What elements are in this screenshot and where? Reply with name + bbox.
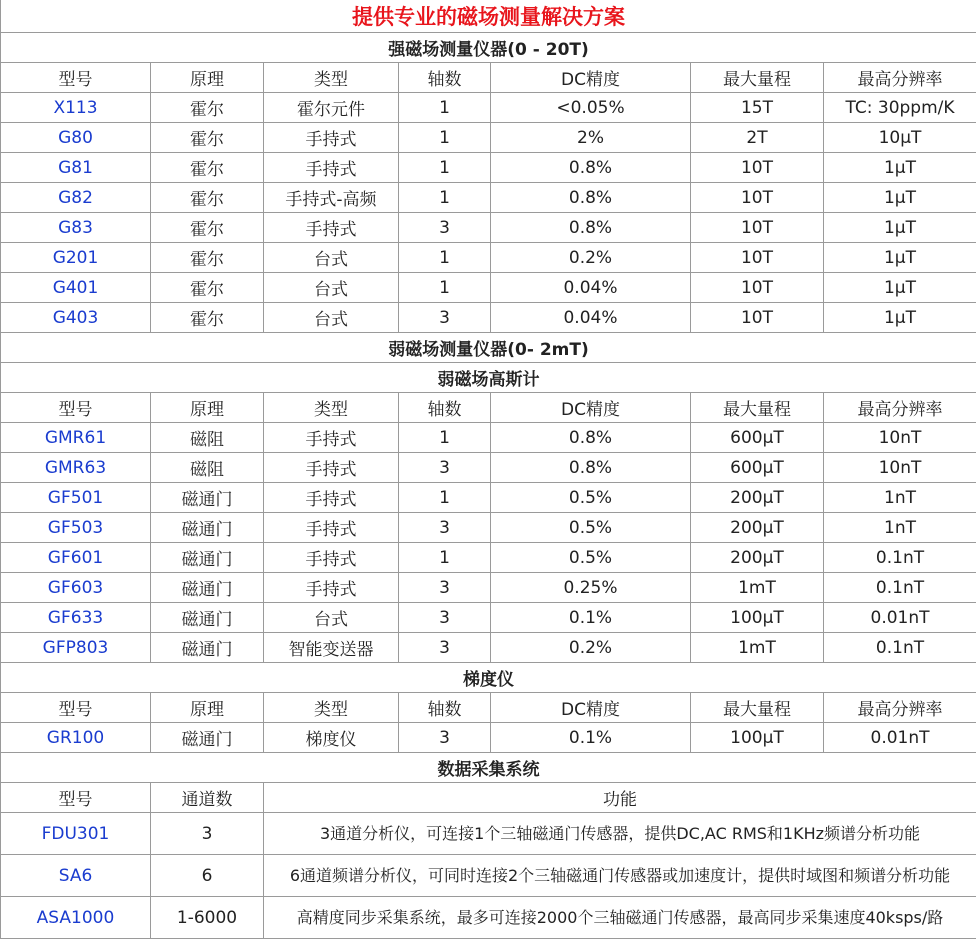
table-cell: 10T <box>691 303 824 333</box>
table-cell: 0.01nT <box>824 723 976 753</box>
table-cell: 磁通门 <box>151 723 264 753</box>
table-cell: 手持式 <box>264 543 399 573</box>
section-title-gradiometer: 梯度仪 <box>1 663 976 693</box>
table-cell: 磁阻 <box>151 453 264 483</box>
model-link[interactable]: G403 <box>1 303 151 333</box>
table-cell: 0.8% <box>491 423 691 453</box>
table-cell: 智能变送器 <box>264 633 399 663</box>
table-cell: TC: 30ppm/K <box>824 93 976 123</box>
table-cell: 3 <box>399 633 491 663</box>
model-link[interactable]: FDU301 <box>1 813 151 855</box>
table-cell: 10T <box>691 183 824 213</box>
table-cell: 手持式 <box>264 573 399 603</box>
table-cell: 0.1% <box>491 723 691 753</box>
table-cell: 霍尔 <box>151 273 264 303</box>
function-description: 6通道频谱分析仪，可同时连接2个三轴磁通门传感器或加速度计，提供时域图和频谱分析功能 <box>264 855 976 897</box>
table-cell: 1mT <box>691 633 824 663</box>
header-row <box>1 693 976 723</box>
model-link[interactable]: GMR63 <box>1 453 151 483</box>
model-link[interactable]: GR100 <box>1 723 151 753</box>
table-cell: 200μT <box>691 483 824 513</box>
table-cell: 霍尔 <box>151 93 264 123</box>
model-link[interactable]: G82 <box>1 183 151 213</box>
table-cell: 1 <box>399 273 491 303</box>
column-header: 原理 <box>151 693 264 723</box>
table-cell: 15T <box>691 93 824 123</box>
column-header: 类型 <box>264 693 399 723</box>
table-row <box>1 213 976 243</box>
column-header: 轴数 <box>399 393 491 423</box>
table-cell: 0.25% <box>491 573 691 603</box>
table-cell: 100μT <box>691 603 824 633</box>
table-row <box>1 483 976 513</box>
column-header: 原理 <box>151 63 264 93</box>
table-row <box>1 453 976 483</box>
table-cell: 1 <box>399 123 491 153</box>
column-header: 最高分辨率 <box>824 63 976 93</box>
column-header: 型号 <box>1 783 151 813</box>
table-row <box>1 303 976 333</box>
table-cell: 手持式 <box>264 513 399 543</box>
column-header: 轴数 <box>399 693 491 723</box>
table-cell: 1 <box>399 153 491 183</box>
model-link[interactable]: G401 <box>1 273 151 303</box>
model-link[interactable]: GF603 <box>1 573 151 603</box>
table-cell: 3 <box>399 513 491 543</box>
table-row <box>1 183 976 213</box>
section-title-weak-field: 弱磁场测量仪器(0- 2mT) <box>1 333 976 363</box>
model-link[interactable]: GF501 <box>1 483 151 513</box>
column-header: DC精度 <box>491 63 691 93</box>
model-link[interactable]: GF503 <box>1 513 151 543</box>
table-cell: 0.8% <box>491 183 691 213</box>
column-header: 型号 <box>1 63 151 93</box>
table-cell: 手持式 <box>264 423 399 453</box>
table-cell: 磁通门 <box>151 603 264 633</box>
table-cell: 手持式-高频 <box>264 183 399 213</box>
table-cell: 600μT <box>691 423 824 453</box>
table-cell: 3 <box>399 453 491 483</box>
table-cell: 台式 <box>264 303 399 333</box>
model-link[interactable]: SA6 <box>1 855 151 897</box>
column-header: 型号 <box>1 393 151 423</box>
daq-row <box>1 855 976 897</box>
table-cell: 1μT <box>824 303 976 333</box>
table-row <box>1 633 976 663</box>
header-row <box>1 393 976 423</box>
table-cell: 手持式 <box>264 483 399 513</box>
table-cell: 0.5% <box>491 483 691 513</box>
table-cell: 10nT <box>824 453 976 483</box>
table-cell: 3 <box>399 213 491 243</box>
header-row <box>1 63 976 93</box>
table-cell: 台式 <box>264 603 399 633</box>
table-cell: 1μT <box>824 273 976 303</box>
column-header: 类型 <box>264 393 399 423</box>
section-title-strong-field: 强磁场测量仪器(0 - 20T) <box>1 33 976 63</box>
table-cell: 3 <box>399 723 491 753</box>
table-cell: 10T <box>691 213 824 243</box>
model-link[interactable]: GF601 <box>1 543 151 573</box>
table-cell: 1 <box>399 543 491 573</box>
table-row <box>1 603 976 633</box>
model-link[interactable]: G83 <box>1 213 151 243</box>
column-header: 最高分辨率 <box>824 393 976 423</box>
table-row <box>1 423 976 453</box>
table-cell: 0.04% <box>491 303 691 333</box>
table-cell: 霍尔 <box>151 153 264 183</box>
function-description: 高精度同步采集系统，最多可连接2000个三轴磁通门传感器，最高同步采集速度40ksps/路 <box>264 897 976 939</box>
column-header: DC精度 <box>491 693 691 723</box>
table-cell: 3 <box>399 603 491 633</box>
table-cell: 1μT <box>824 183 976 213</box>
table-cell: 1nT <box>824 513 976 543</box>
table-cell: 1 <box>399 93 491 123</box>
table-cell: 1 <box>399 483 491 513</box>
model-link[interactable]: G201 <box>1 243 151 273</box>
table-cell: 1nT <box>824 483 976 513</box>
table-cell: 0.1nT <box>824 543 976 573</box>
model-link[interactable]: GFP803 <box>1 633 151 663</box>
daq-row <box>1 897 976 939</box>
table-row <box>1 153 976 183</box>
table-cell: 台式 <box>264 273 399 303</box>
table-cell: 霍尔 <box>151 123 264 153</box>
table-cell: <0.05% <box>491 93 691 123</box>
column-header: 轴数 <box>399 63 491 93</box>
table-cell: 霍尔 <box>151 243 264 273</box>
function-description: 3通道分析仪，可连接1个三轴磁通门传感器，提供DC,AC RMS和1KHz频谱分析功能 <box>264 813 976 855</box>
table-cell: 0.5% <box>491 543 691 573</box>
column-header: 型号 <box>1 693 151 723</box>
model-link[interactable]: ASA1000 <box>1 897 151 939</box>
table-cell: 磁通门 <box>151 543 264 573</box>
table-cell: 磁阻 <box>151 423 264 453</box>
table-cell: 0.1% <box>491 603 691 633</box>
daq-header-row <box>1 783 976 813</box>
table-cell: 霍尔元件 <box>264 93 399 123</box>
column-header: 最高分辨率 <box>824 693 976 723</box>
table-cell: 10μT <box>824 123 976 153</box>
section-title-daq: 数据采集系统 <box>1 753 976 783</box>
table-cell: 0.8% <box>491 453 691 483</box>
table-cell: 1 <box>399 423 491 453</box>
column-header: 最大量程 <box>691 63 824 93</box>
table-cell: 100μT <box>691 723 824 753</box>
table-cell: 手持式 <box>264 453 399 483</box>
model-link[interactable]: GF633 <box>1 603 151 633</box>
table-cell: 手持式 <box>264 123 399 153</box>
column-header: 最大量程 <box>691 693 824 723</box>
table-cell: 0.2% <box>491 633 691 663</box>
channel-count: 3 <box>151 813 264 855</box>
table-row <box>1 243 976 273</box>
table-cell: 手持式 <box>264 153 399 183</box>
table-cell: 2% <box>491 123 691 153</box>
column-header: 通道数 <box>151 783 264 813</box>
table-cell: 梯度仪 <box>264 723 399 753</box>
column-header: 原理 <box>151 393 264 423</box>
table-cell: 磁通门 <box>151 483 264 513</box>
table-cell: 1μT <box>824 243 976 273</box>
daq-row <box>1 813 976 855</box>
channel-count: 1-6000 <box>151 897 264 939</box>
table-cell: 霍尔 <box>151 183 264 213</box>
table-cell: 10T <box>691 273 824 303</box>
table-row <box>1 123 976 153</box>
table-cell: 600μT <box>691 453 824 483</box>
table-cell: 3 <box>399 303 491 333</box>
table-cell: 0.8% <box>491 153 691 183</box>
table-cell: 0.2% <box>491 243 691 273</box>
table-cell: 手持式 <box>264 213 399 243</box>
table-cell: 3 <box>399 573 491 603</box>
table-cell: 磁通门 <box>151 513 264 543</box>
table-cell: 1μT <box>824 153 976 183</box>
table-cell: 磁通门 <box>151 633 264 663</box>
table-row <box>1 573 976 603</box>
table-cell: 0.1nT <box>824 633 976 663</box>
table-row <box>1 93 976 123</box>
table-cell: 1μT <box>824 213 976 243</box>
table-cell: 磁通门 <box>151 573 264 603</box>
section-subtitle-gaussmeter: 弱磁场高斯计 <box>1 363 976 393</box>
table-cell: 1 <box>399 183 491 213</box>
table-cell: 10T <box>691 243 824 273</box>
table-cell: 10nT <box>824 423 976 453</box>
column-header: 功能 <box>264 783 976 813</box>
table-cell: 1mT <box>691 573 824 603</box>
column-header: 类型 <box>264 63 399 93</box>
table-row <box>1 273 976 303</box>
table-row <box>1 543 976 573</box>
table-cell: 200μT <box>691 543 824 573</box>
table-row <box>1 513 976 543</box>
table-cell: 台式 <box>264 243 399 273</box>
table-cell: 1 <box>399 243 491 273</box>
page-title: 提供专业的磁场测量解决方案 <box>1 0 976 33</box>
table-cell: 200μT <box>691 513 824 543</box>
column-header: DC精度 <box>491 393 691 423</box>
table-cell: 0.8% <box>491 213 691 243</box>
table-cell: 10T <box>691 153 824 183</box>
table-cell: 霍尔 <box>151 213 264 243</box>
model-link[interactable]: G81 <box>1 153 151 183</box>
table-cell: 0.1nT <box>824 573 976 603</box>
channel-count: 6 <box>151 855 264 897</box>
table-cell: 霍尔 <box>151 303 264 333</box>
table-cell: 0.04% <box>491 273 691 303</box>
table-cell: 0.5% <box>491 513 691 543</box>
model-link[interactable]: X113 <box>1 93 151 123</box>
table-cell: 2T <box>691 123 824 153</box>
column-header: 最大量程 <box>691 393 824 423</box>
model-link[interactable]: GMR61 <box>1 423 151 453</box>
table-row <box>1 723 976 753</box>
model-link[interactable]: G80 <box>1 123 151 153</box>
table-cell: 0.01nT <box>824 603 976 633</box>
